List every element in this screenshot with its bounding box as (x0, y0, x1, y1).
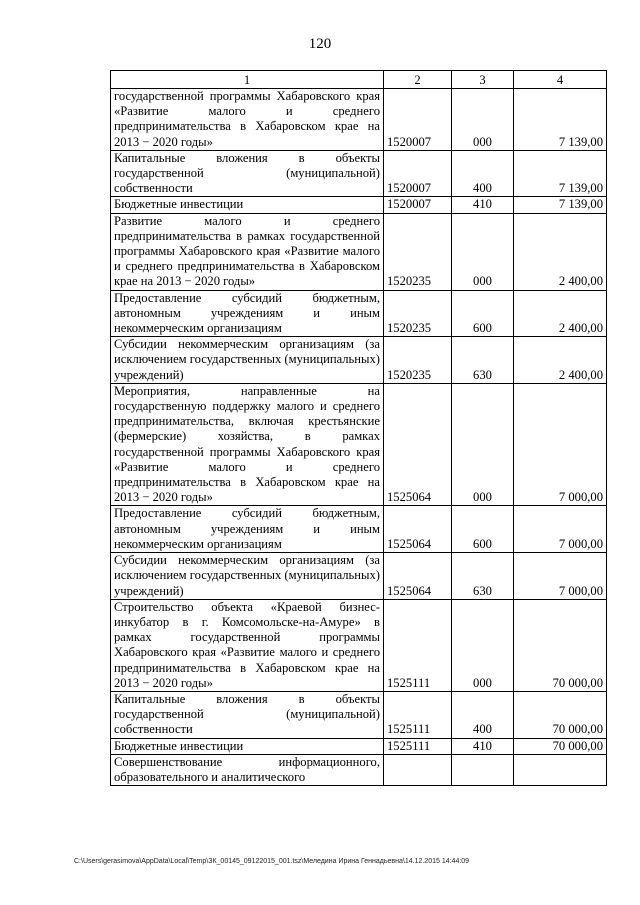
table-row (111, 599, 607, 691)
row-amount (514, 754, 607, 785)
row-amount: 2 400,00 (514, 337, 607, 384)
row-target-code: 1520007 (384, 89, 452, 151)
row-target-code: 1525064 (384, 553, 452, 600)
row-amount: 7 000,00 (514, 553, 607, 600)
column-header-4: 4 (514, 71, 607, 89)
row-name: Субсидии некоммерческим организациям (за исключением государственных (муниципальных) учреждений) (111, 337, 384, 384)
row-amount: 70 000,00 (514, 691, 607, 738)
table-row (111, 89, 607, 151)
row-name: государственной программы Хабаровского края «Развитие малого и среднего предпринимательства в Хабаровском крае на 2013 − 2020 годы» (111, 89, 384, 151)
column-header-1: 1 (111, 71, 384, 89)
row-amount: 7 139,00 (514, 89, 607, 151)
row-name: Мероприятия, направленные на государственную поддержку малого и среднего предпринимательства, включая крестьянские (фермерские) хозяйства, в рамках государственной программы Хабаровского края «Развитие малого и среднего предпринимательства в Хабаровском крае на 2013 − 2020 годы» (111, 383, 384, 506)
table-row (111, 383, 607, 506)
row-target-code: 1525064 (384, 506, 452, 553)
row-expense-type: 400 (452, 691, 514, 738)
row-amount: 7 139,00 (514, 197, 607, 213)
row-target-code: 1525111 (384, 738, 452, 754)
row-target-code: 1520007 (384, 197, 452, 213)
row-name: Совершенствование информационного, образовательного и аналитического (111, 754, 384, 785)
row-target-code: 1520235 (384, 337, 452, 384)
row-target-code: 1520235 (384, 290, 452, 337)
row-target-code: 1520007 (384, 150, 452, 197)
row-expense-type: 600 (452, 506, 514, 553)
row-expense-type: 000 (452, 213, 514, 290)
row-expense-type: 630 (452, 553, 514, 600)
row-expense-type: 630 (452, 337, 514, 384)
budget-table (110, 70, 607, 786)
row-amount: 70 000,00 (514, 599, 607, 691)
row-amount: 2 400,00 (514, 290, 607, 337)
row-expense-type (452, 754, 514, 785)
column-header-3: 3 (452, 71, 514, 89)
row-name: Предоставление субсидий бюджетным, автономным учреждениям и иным некоммерческим организациям (111, 506, 384, 553)
row-amount: 7 139,00 (514, 150, 607, 197)
row-target-code (384, 754, 452, 785)
row-amount: 7 000,00 (514, 383, 607, 506)
table-row (111, 506, 607, 553)
row-expense-type: 000 (452, 89, 514, 151)
row-expense-type: 000 (452, 599, 514, 691)
row-target-code: 1525111 (384, 691, 452, 738)
table-row (111, 553, 607, 600)
table-row (111, 290, 607, 337)
table-row (111, 197, 607, 213)
document-footer-path: C:\Users\gerasimova\AppData\Local\Temp\ЗК_00145_09122015_001.tsz\Меледина Ирина Геннадьевна\14.12.2015 14:44:09 (74, 858, 470, 865)
table-header-row (111, 71, 607, 89)
row-name: Бюджетные инвестиции (111, 197, 384, 213)
row-amount: 2 400,00 (514, 213, 607, 290)
row-name: Развитие малого и среднего предпринимательства в рамках государственной программы Хабаровского края «Развитие малого и среднего предпринимательства в Хабаровском крае на 2013 − 2020 годы» (111, 213, 384, 290)
table-row (111, 754, 607, 785)
row-target-code: 1525064 (384, 383, 452, 506)
page-number: 120 (308, 36, 332, 52)
column-header-2: 2 (384, 71, 452, 89)
row-expense-type: 000 (452, 383, 514, 506)
row-name: Бюджетные инвестиции (111, 738, 384, 754)
row-name: Капитальные вложения в объекты государственной (муниципальной) собственности (111, 150, 384, 197)
row-amount: 70 000,00 (514, 738, 607, 754)
row-name: Строительство объекта «Краевой бизнес-инкубатор в г. Комсомольске-на-Амуре» в рамках государственной программы Хабаровского края «Развитие малого и среднего предпринимательства в Хабаровском крае на 2013 − 2020 годы» (111, 599, 384, 691)
table-row (111, 337, 607, 384)
row-amount: 7 000,00 (514, 506, 607, 553)
row-target-code: 1520235 (384, 213, 452, 290)
row-name: Капитальные вложения в объекты государственной (муниципальной) собственности (111, 691, 384, 738)
row-name: Предоставление субсидий бюджетным, автономным учреждениям и иным некоммерческим организациям (111, 290, 384, 337)
row-target-code: 1525111 (384, 599, 452, 691)
table-row (111, 150, 607, 197)
table-row (111, 738, 607, 754)
row-name: Субсидии некоммерческим организациям (за исключением государственных (муниципальных) учреждений) (111, 553, 384, 600)
table-row (111, 691, 607, 738)
row-expense-type: 410 (452, 738, 514, 754)
row-expense-type: 600 (452, 290, 514, 337)
table-row (111, 213, 607, 290)
row-expense-type: 410 (452, 197, 514, 213)
row-expense-type: 400 (452, 150, 514, 197)
